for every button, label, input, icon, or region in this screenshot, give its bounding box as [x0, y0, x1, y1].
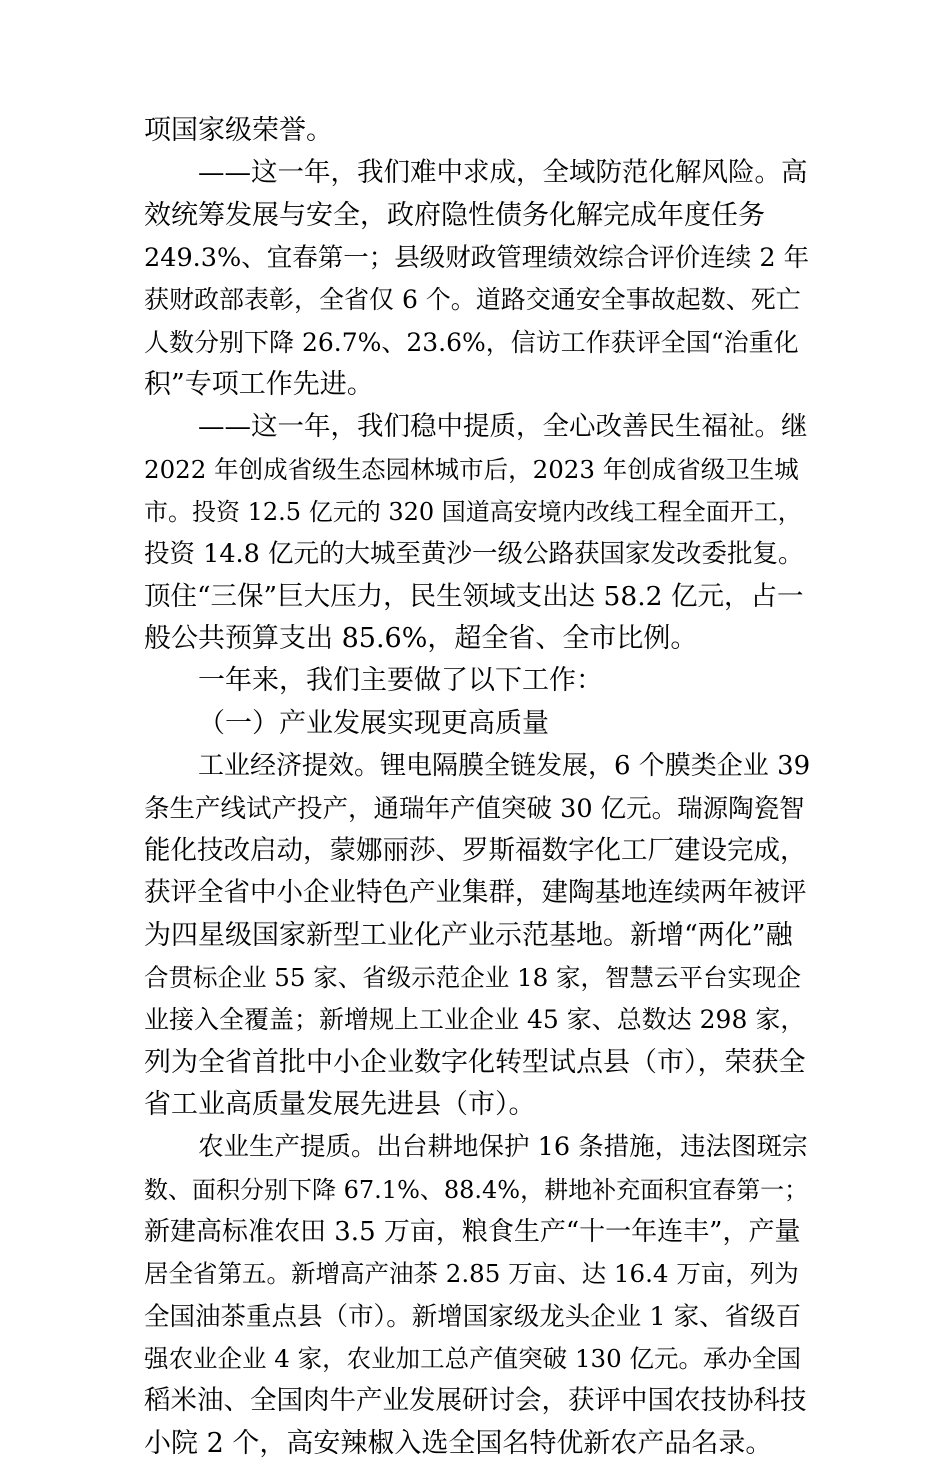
text-line: 农业生产提质。出台耕地保护 16 条措施，违法图斑宗: [198, 1132, 808, 1163]
text-line: ——这一年，我们稳中提质，全心改善民生福祉。继: [198, 411, 808, 443]
text-line: 小院 2 个，高安辣椒入选全国名特优新农产品名录。: [144, 1427, 773, 1459]
text-line: 人数分别下降 26.7%、23.6%，信访工作获评全国“治重化: [144, 327, 799, 357]
text-line: 顶住“三保”巨大压力，民生领域支出达 58.2 亿元，占一: [144, 580, 804, 612]
text-line: 般公共预算支出 85.6%，超全省、全市比例。: [144, 623, 698, 655]
text-line: 省工业高质量发展先进县（市）。: [144, 1088, 536, 1120]
text-line: 新建高标准农田 3.5 万亩，粮食生产“十一年连丰”，产量: [144, 1216, 801, 1247]
text-line: 列为全省首批中小企业数字化转型试点县（市），荣获全: [144, 1046, 806, 1078]
text-line: 积”专项工作先进。: [144, 369, 374, 401]
text-line: 能化技改启动，蒙娜丽莎、罗斯福数字化工厂建设完成，: [144, 834, 807, 866]
text-line: 一年来，我们主要做了以下工作：: [198, 665, 603, 697]
text-line: ——这一年，我们难中求成，全域防范化解风险。高: [198, 157, 808, 189]
text-line: 数、面积分别下降 67.1%、88.4%，耕地补充面积宜春第一；: [144, 1175, 809, 1204]
text-line: 2022 年创成省级生态园林城市后，2023 年创成省级卫生城: [144, 454, 799, 484]
text-line: 249.3%、宜春第一；县级财政管理绩效综合评价连续 2 年: [144, 243, 810, 274]
text-line: 稻米油、全国肉牛产业发展研讨会，获评中国农技协科技: [144, 1385, 807, 1417]
text-line: 效统筹发展与安全，政府隐性债务化解完成年度任务: [144, 199, 765, 231]
text-line: 市。投资 12.5 亿元的 320 国道高安境内改线工程全面开工，: [144, 498, 802, 527]
text-line: 合贯标企业 55 家、省级示范企业 18 家，智慧云平台实现企: [144, 962, 801, 992]
text-line: 项国家级荣誉。: [144, 115, 333, 146]
text-line: 获财政部表彰，全省仅 6 个。道路交通安全事故起数、死亡: [144, 285, 801, 315]
text-line: 强农业企业 4 家，农业加工总产值突破 130 亿元。承办全国: [144, 1343, 801, 1373]
text-line: 获评全省中小企业特色产业集群，建陶基地连续两年被评: [144, 877, 807, 909]
text-line: 投资 14.8 亿元的大城至黄沙一级公路获国家发改委批复。: [144, 539, 804, 570]
text-line: 为四星级国家新型工业化产业示范基地。新增“两化”融: [144, 919, 793, 951]
text-line: 工业经济提效。锂电隔膜全链发展，6 个膜类企业 39: [198, 751, 811, 782]
text-line: 业接入全覆盖；新增规上工业企业 45 家、总数达 298 家，: [144, 1005, 806, 1035]
text-line: 全国油茶重点县（市）。新增国家级龙头企业 1 家、省级百: [144, 1301, 802, 1332]
text-line: 条生产线试产投产，通瑞年产值突破 30 亿元。瑞源陶瓷智: [144, 793, 805, 824]
section-heading: （一）产业发展实现更高质量: [198, 707, 549, 739]
text-line: 居全省第五。新增高产油茶 2.85 万亩、达 16.4 万亩，列为: [144, 1259, 799, 1289]
document-body: [144, 110, 811, 1465]
